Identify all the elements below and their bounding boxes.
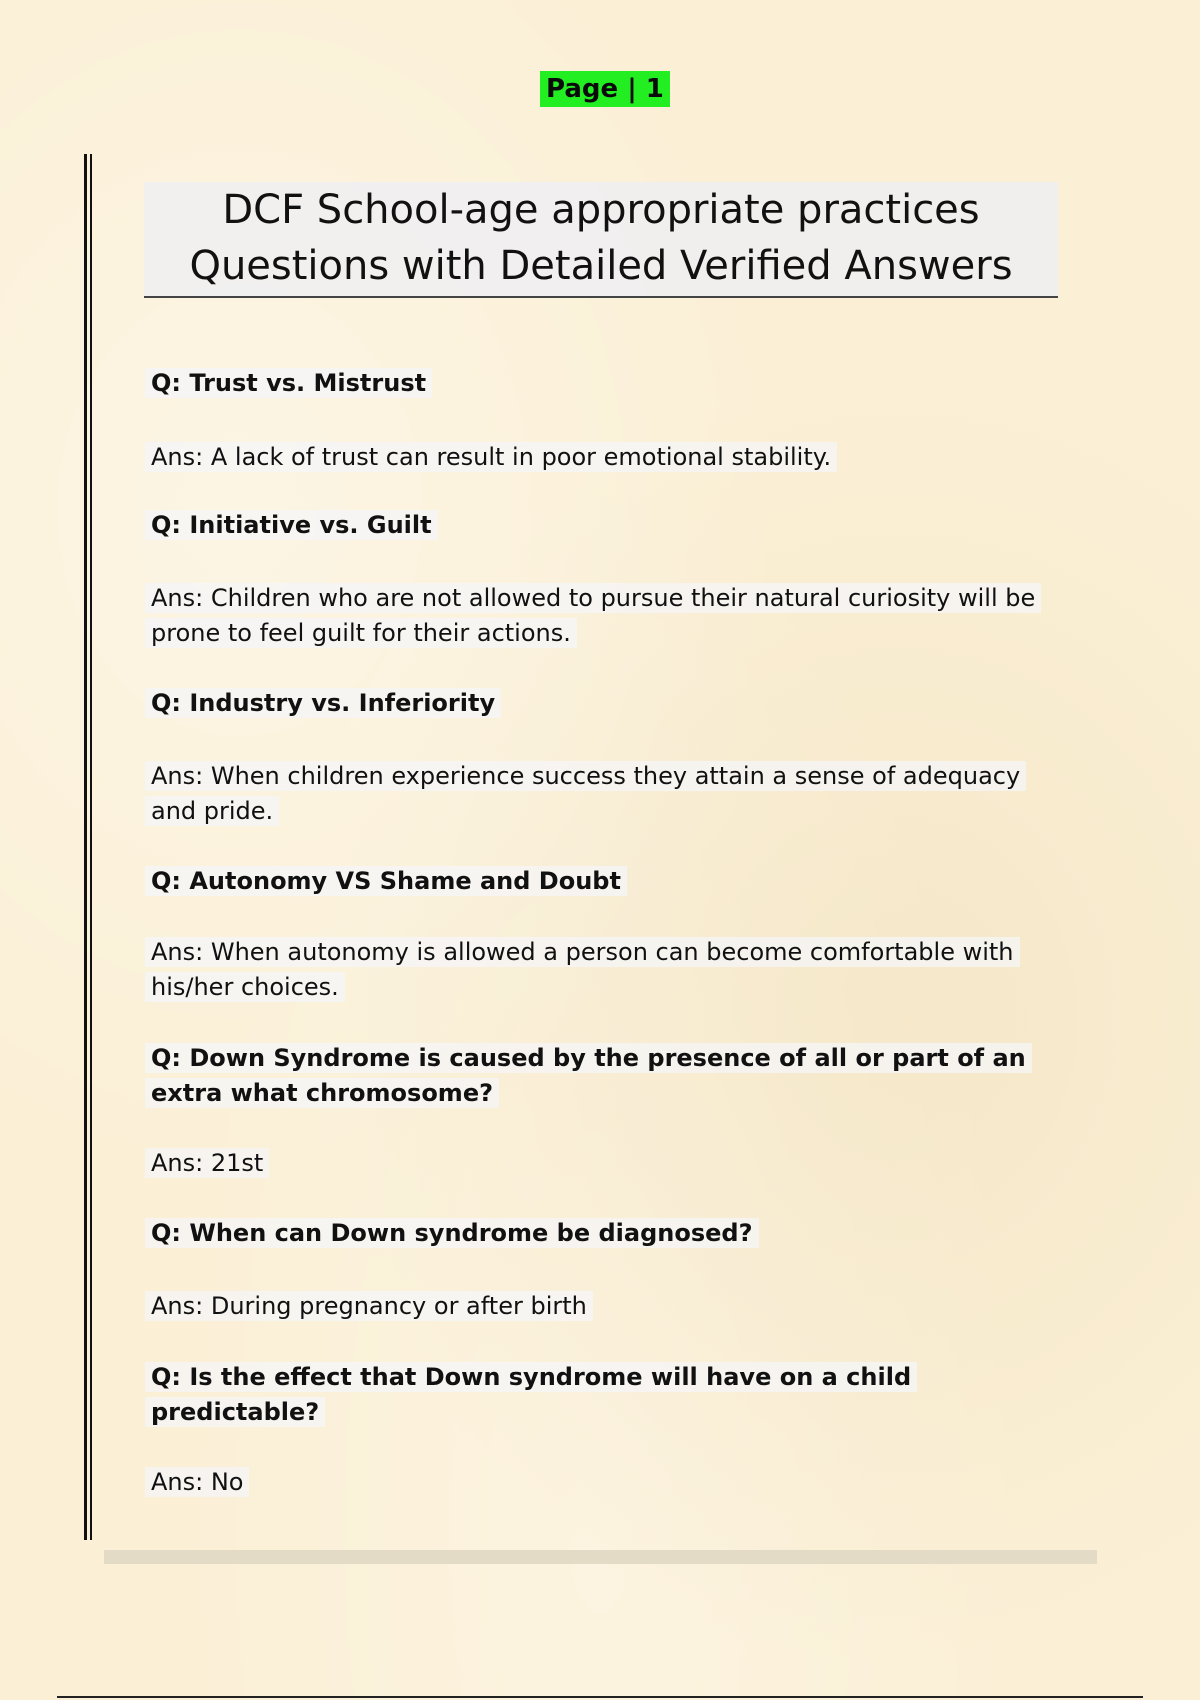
answer-5 [145,1146,1065,1181]
answer-text: Ans: When children experience success they attain a sense of adequacy and pride. [145,761,1026,826]
question-3 [145,686,1065,721]
answer-text: Ans: No [145,1467,249,1497]
bottom-shade-bar [104,1550,1097,1564]
answer-4 [145,935,1065,1005]
question-text: Q: Down Syndrome is caused by the presence of all or part of an extra what chromosome? [145,1043,1032,1108]
question-7 [145,1360,1065,1430]
page-number-badge: Page | 1 [540,71,670,107]
question-5 [145,1041,1065,1111]
document-title [144,182,1058,298]
question-2 [145,508,1065,543]
answer-6 [145,1289,1065,1324]
question-4 [145,864,1065,899]
question-text: Q: When can Down syndrome be diagnosed? [145,1218,759,1248]
footer-rule [57,1696,1143,1698]
question-text: Q: Initiative vs. Guilt [145,510,438,540]
answer-3 [145,759,1065,829]
answer-text: Ans: When autonomy is allowed a person can become comfortable with his/her choices. [145,937,1020,1002]
question-6 [145,1216,1065,1251]
question-text: Q: Industry vs. Inferiority [145,688,501,718]
answer-text: Ans: During pregnancy or after birth [145,1291,593,1321]
answer-2 [145,581,1065,651]
question-text: Q: Trust vs. Mistrust [145,368,432,398]
answer-text: Ans: Children who are not allowed to pursue their natural curiosity will be prone to feel guilt for their actions. [145,583,1041,648]
question-text: Q: Autonomy VS Shame and Doubt [145,866,627,896]
question-text: Q: Is the effect that Down syndrome will have on a child predictable? [145,1362,917,1427]
left-margin-rule [84,154,92,1540]
title-line-2: Questions with Detailed Verified Answers [189,243,1013,289]
answer-1 [145,440,1065,475]
answer-text: Ans: A lack of trust can result in poor emotional stability. [145,442,837,472]
question-1 [145,366,1065,401]
answer-7 [145,1465,1065,1500]
title-line-1: DCF School-age appropriate practices [222,187,980,233]
answer-text: Ans: 21st [145,1148,269,1178]
